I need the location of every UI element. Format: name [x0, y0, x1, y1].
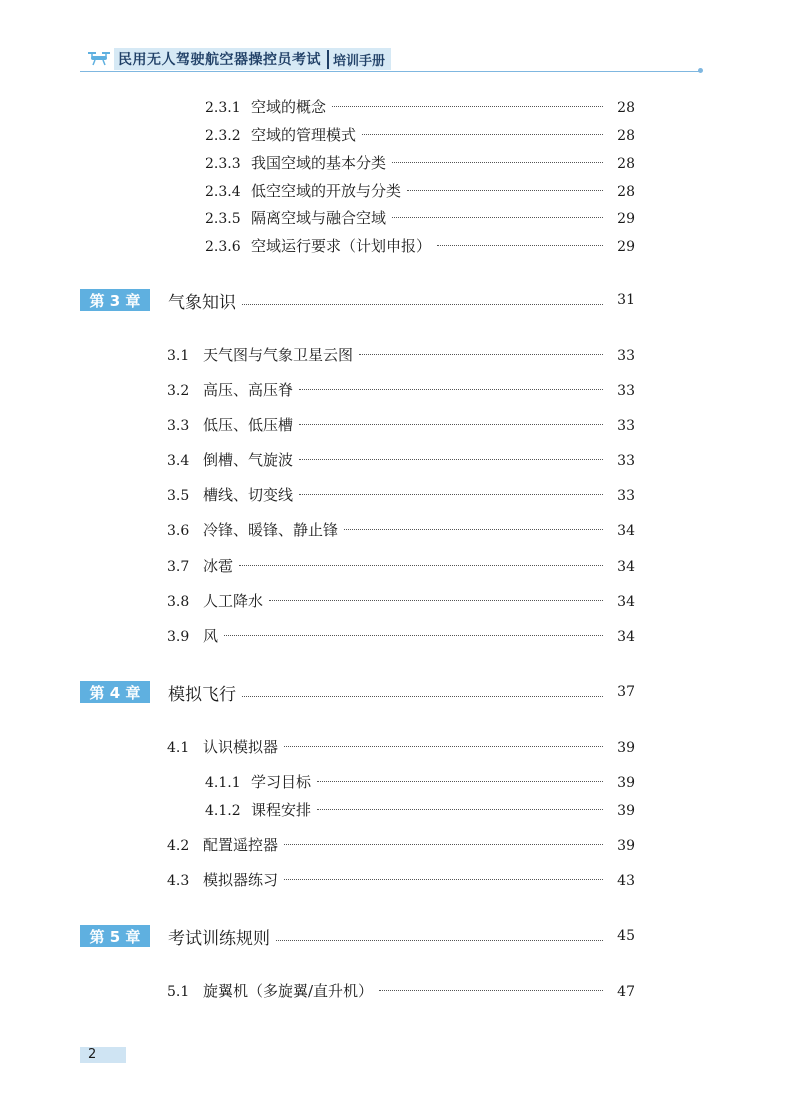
toc-entry[interactable] [167, 414, 635, 436]
toc-entry[interactable] [167, 736, 635, 758]
toc-number: 3.6 [167, 523, 190, 539]
toc-number: 3.3 [167, 418, 190, 434]
toc-title: 我国空域的基本分类 [251, 154, 387, 172]
chapter-page: 45 [617, 928, 635, 944]
toc-number: 2.3.2 [205, 128, 241, 144]
toc-entry[interactable] [167, 625, 635, 647]
toc-title: 模拟器练习 [203, 871, 279, 889]
toc-entry[interactable] [167, 519, 635, 541]
toc-number: 2.3.4 [205, 184, 241, 200]
leader-dots [317, 809, 603, 810]
toc-title: 高压、高压脊 [203, 381, 294, 399]
chapter-page: 31 [617, 292, 635, 308]
toc-title: 倒槽、气旋波 [203, 451, 294, 469]
toc-number: 3.5 [167, 488, 190, 504]
toc-entry[interactable] [205, 771, 635, 793]
leader-dots [242, 696, 603, 697]
toc-page: 34 [617, 523, 635, 539]
toc-page: 28 [617, 156, 635, 172]
leader-dots [317, 781, 603, 782]
toc-page: 39 [617, 775, 635, 791]
leader-dots [299, 459, 603, 460]
toc-title: 人工降水 [203, 592, 264, 610]
book-subtitle: 培训手册 [327, 50, 385, 69]
toc-page: 28 [617, 100, 635, 116]
toc-number: 2.3.1 [205, 100, 241, 116]
chapter-title: 模拟飞行 [168, 684, 236, 705]
toc-page: 33 [617, 348, 635, 364]
leader-dots [284, 844, 603, 845]
running-header [80, 44, 710, 78]
leader-dots [224, 635, 603, 636]
leader-dots [362, 134, 603, 135]
page-number: 2 [80, 1047, 126, 1063]
toc-title: 空域的概念 [251, 98, 327, 116]
header-rule-dot [698, 68, 703, 73]
toc-entry[interactable] [167, 555, 635, 577]
toc-title: 冰雹 [203, 557, 234, 575]
header-title-bar [114, 48, 391, 70]
toc-page: 34 [617, 594, 635, 610]
toc-title: 课程安排 [251, 801, 312, 819]
toc-page: 43 [617, 873, 635, 889]
toc-entry[interactable] [167, 869, 635, 891]
toc-number: 5.1 [167, 984, 190, 1000]
toc-entry[interactable] [205, 207, 635, 229]
header-rule [80, 71, 700, 72]
toc-entry[interactable] [167, 484, 635, 506]
toc-entry[interactable] [167, 834, 635, 856]
leader-dots [392, 162, 603, 163]
book-title: 民用无人驾驶航空器操控员考试 [118, 52, 321, 68]
leader-dots [299, 424, 603, 425]
leader-dots [242, 304, 603, 305]
toc-title: 低空空域的开放与分类 [251, 182, 402, 200]
toc-number: 3.8 [167, 594, 190, 610]
toc-entry[interactable] [167, 379, 635, 401]
toc-page: 33 [617, 418, 635, 434]
leader-dots [407, 190, 603, 191]
toc-title: 风 [203, 627, 219, 645]
toc-entry[interactable] [167, 590, 635, 612]
leader-dots [392, 217, 603, 218]
toc-page: 34 [617, 629, 635, 645]
toc-page: 28 [617, 128, 635, 144]
toc-page: 29 [617, 211, 635, 227]
toc-number: 2.3.3 [205, 156, 241, 172]
toc-number: 3.9 [167, 629, 190, 645]
toc-page: 33 [617, 453, 635, 469]
chapter-3-heading[interactable] [80, 288, 635, 312]
toc-page: 33 [617, 383, 635, 399]
leader-dots [359, 354, 603, 355]
toc-entry[interactable] [167, 980, 635, 1002]
leader-dots [239, 565, 603, 566]
toc-title: 旋翼机（多旋翼/直升机） [203, 982, 374, 1000]
toc-entry[interactable] [205, 799, 635, 821]
leader-dots [276, 940, 603, 941]
chapter-badge: 第 3 章 [80, 289, 150, 311]
toc-number: 4.3 [167, 873, 190, 889]
toc-number: 3.4 [167, 453, 190, 469]
toc-page: 39 [617, 838, 635, 854]
toc-entry[interactable] [205, 180, 635, 202]
toc-title: 认识模拟器 [203, 738, 279, 756]
toc-title: 隔离空域与融合空域 [251, 209, 387, 227]
drone-icon [86, 50, 112, 70]
leader-dots [284, 746, 603, 747]
toc-page: 39 [617, 803, 635, 819]
toc-page: 28 [617, 184, 635, 200]
toc-entry[interactable] [205, 235, 635, 257]
toc-entry[interactable] [167, 344, 635, 366]
toc-page: 39 [617, 740, 635, 756]
toc-number: 4.1.1 [205, 775, 241, 791]
toc-number: 4.1 [167, 740, 190, 756]
leader-dots [269, 600, 603, 601]
toc-title: 天气图与气象卫星云图 [203, 346, 354, 364]
toc-title: 空域的管理模式 [251, 126, 357, 144]
chapter-5-heading[interactable] [80, 924, 635, 948]
leader-dots [332, 106, 603, 107]
leader-dots [299, 494, 603, 495]
chapter-badge: 第 4 章 [80, 681, 150, 703]
toc-entry[interactable] [205, 124, 635, 146]
leader-dots [344, 529, 603, 530]
leader-dots [437, 245, 603, 246]
toc-number: 2.3.6 [205, 239, 241, 255]
toc-page: 47 [617, 984, 635, 1000]
toc-title: 槽线、切变线 [203, 486, 294, 504]
chapter-title: 考试训练规则 [168, 928, 270, 949]
toc-number: 3.7 [167, 559, 190, 575]
toc-entry[interactable] [167, 449, 635, 471]
leader-dots [299, 389, 603, 390]
toc-number: 4.2 [167, 838, 190, 854]
toc-title: 空域运行要求（计划申报） [251, 237, 432, 255]
toc-title: 配置遥控器 [203, 836, 279, 854]
toc-number: 3.2 [167, 383, 190, 399]
toc-number: 4.1.2 [205, 803, 241, 819]
chapter-title: 气象知识 [168, 292, 236, 313]
toc-page: 34 [617, 559, 635, 575]
toc-entry[interactable] [205, 152, 635, 174]
leader-dots [379, 990, 603, 991]
chapter-4-heading[interactable] [80, 680, 635, 704]
toc-title: 学习目标 [251, 773, 312, 791]
toc-title: 低压、低压槽 [203, 416, 294, 434]
leader-dots [284, 879, 603, 880]
toc-number: 3.1 [167, 348, 190, 364]
toc-page: 29 [617, 239, 635, 255]
toc-entry[interactable] [205, 96, 635, 118]
toc-number: 2.3.5 [205, 211, 241, 227]
chapter-page: 37 [617, 684, 635, 700]
toc-title: 冷锋、暖锋、静止锋 [203, 521, 339, 539]
toc-page: 33 [617, 488, 635, 504]
chapter-badge: 第 5 章 [80, 925, 150, 947]
